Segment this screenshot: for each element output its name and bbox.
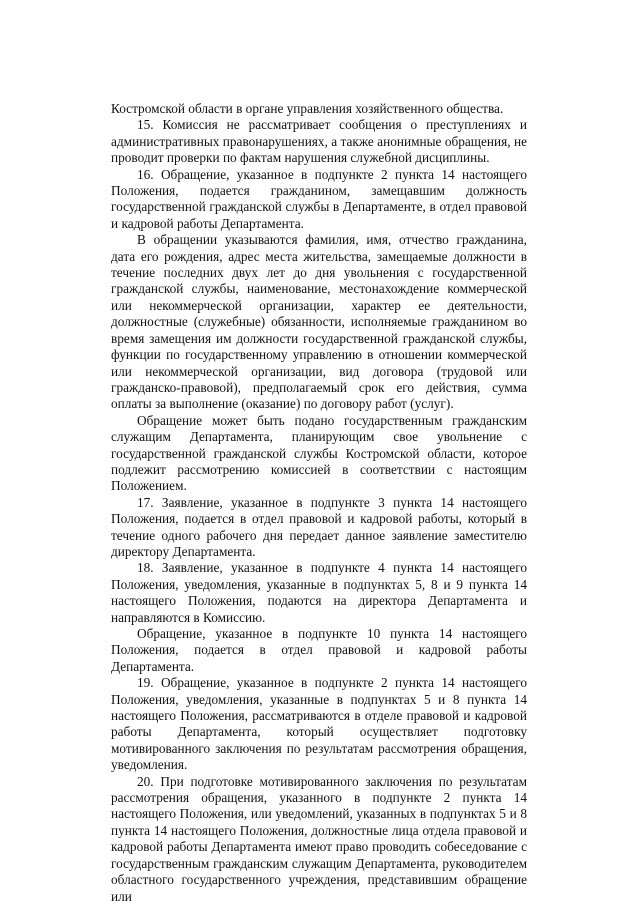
paragraph-item-17: 17. Заявление, указанное в подпункте 3 пункта 14 настоящего Положения, подается в отдел правовой и кадровой работы, который в течение одного рабочего дня передает данное заявление заместителю директору Департамента. xyxy=(111,494,527,559)
paragraph-item-19: 19. Обращение, указанное в подпункте 2 пункта 14 настоящего Положения, уведомления, указанные в подпунктах 5 и 8 пункта 14 настоящего Положения, рассматриваются в отделе правовой и кадровой работы Департамента, который осуществляет подготовку мотивированного заключения по результатам рассмотрения обращения, уведомления. xyxy=(111,675,527,773)
paragraph-item-16: 16. Обращение, указанное в подпункте 2 пункта 14 настоящего Положения, подается гражданином, замещавшим должность государственной гражданской службы в Департаменте, в отдел правовой и кадровой работы Департамента. xyxy=(111,166,527,231)
paragraph-appeal-subitem-10: Обращение, указанное в подпункте 10 пункта 14 настоящего Положения, подается в отдел правовой и кадровой работы Департамента. xyxy=(111,626,527,674)
paragraph-appeal-submission: Обращение может быть подано государственным гражданским служащим Департамента, планирующим свое увольнение с государственной гражданской службы Костромской области, которое подлежит рассмотрению комиссией в соответствии с настоящим Положением. xyxy=(111,412,527,494)
paragraph-continuation: Костромской области в органе управления хозяйственного общества. xyxy=(111,101,504,116)
paragraph-item-15: 15. Комиссия не рассматривает сообщения о преступлениях и административных правонарушениях, а также анонимные обращения, не проводит проверки по фактам нарушения служебной дисциплины. xyxy=(111,117,527,166)
paragraph-item-20: 20. При подготовке мотивированного заключения по результатам рассмотрения обращения, указанного в подпункте 2 пункта 14 настоящего Положения, или уведомлений, указанных в подпунктах 5 и 8 пункта 14 настоящего Положения, должностные лица отдела правовой и кадровой работы Департамента имеют право проводить собеседование с государственным гражданским служащим Департамента, руководителем областного государственного учреждения, представившим обращение или xyxy=(111,773,527,904)
paragraph-appeal-contents: В обращении указываются фамилия, имя, отчество гражданина, дата его рождения, адрес места жительства, замещаемые должности в течение последних двух лет до дня увольнения с государственной гражданской службы, наименование, местонахождение коммерческой или некоммерческой организации, характер ее деятельности, должностные (служебные) обязанности, исполняемые гражданином во время замещения им должности государственной гражданской службы, функции по государственному управлению в отношении коммерческой или некоммерческой организации, вид договора (трудовой или гражданско-правовой), предполагаемый срок его действия, сумма оплаты за выполнение (оказание) по договору работ (услуг). xyxy=(111,232,527,412)
paragraph-item-18: 18. Заявление, указанное в подпункте 4 пункта 14 настоящего Положения, уведомления, указанные в подпунктах 5, 8 и 9 пункта 14 настоящего Положения, подаются на директора Департамента и направляются в Комиссию. xyxy=(111,560,527,625)
document-page xyxy=(111,101,527,905)
